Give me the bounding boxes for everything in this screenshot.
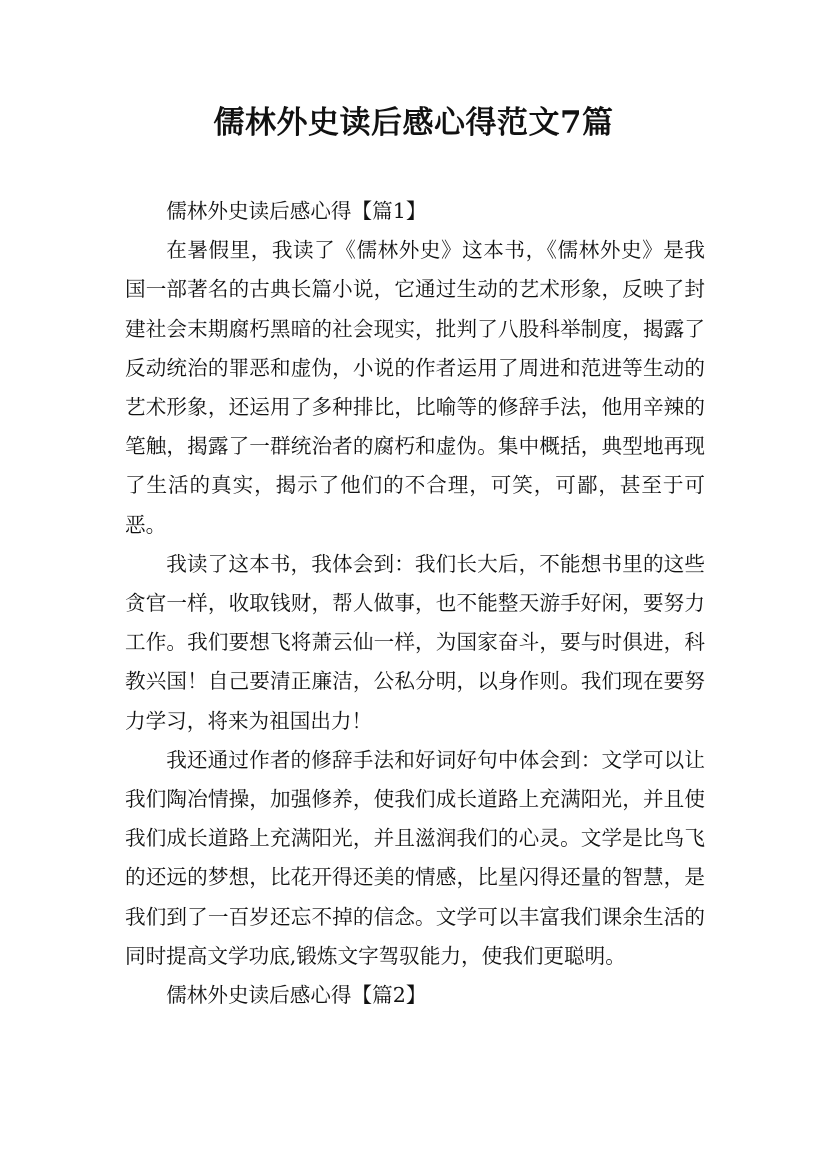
paragraph-3: 我还通过作者的修辞手法和好词好句中体会到：文学可以让我们陶冶情操，加强修养，使我们成长道路上充满阳光，并且使我们成长道路上充满阳光，并且滋润我们的心灵。文学是比鸟飞的还远的梦想，比花开得还美的情感，比星闪得还量的智慧，是我们到了一百岁还忘不掉的信念。文学可以丰富我们课余生活的同时提高文学功底,锻炼文字驾驭能力，使我们更聪明。 (125, 747, 705, 968)
page-title: 儒林外史读后感心得范文7篇 (213, 105, 614, 141)
document-body (125, 192, 705, 1015)
section-heading-1: 儒林外史读后感心得【篇1】 (166, 199, 427, 223)
paragraph-1: 在暑假里，我读了《儒林外史》这本书，《儒林外史》是我国一部著名的古典长篇小说，它通过生动的艺术形象，反映了封建社会末期腐朽黑暗的社会现实，批判了八股科举制度，揭露了反动统治的罪恶和虚伪，小说的作者运用了周进和范进等生动的艺术形象，还运用了多种排比，比喻等的修辞手法，他用辛辣的笔触，揭露了一群统治者的腐朽和虚伪。集中概括，典型地再现了生活的真实，揭示了他们的不合理，可笑，可鄙，甚至于可恶。 (125, 238, 705, 537)
paragraph-2: 我读了这本书，我体会到：我们长大后，不能想书里的这些贪官一样，收取钱财，帮人做事，也不能整天游手好闲，要努力工作。我们要想飞将萧云仙一样，为国家奋斗，要与时俱进，科教兴国！自己要清正廉洁，公私分明，以身作则。我们现在要努力学习，将来为祖国出力！ (125, 551, 705, 733)
section-heading-2: 儒林外史读后感心得【篇2】 (166, 983, 427, 1008)
